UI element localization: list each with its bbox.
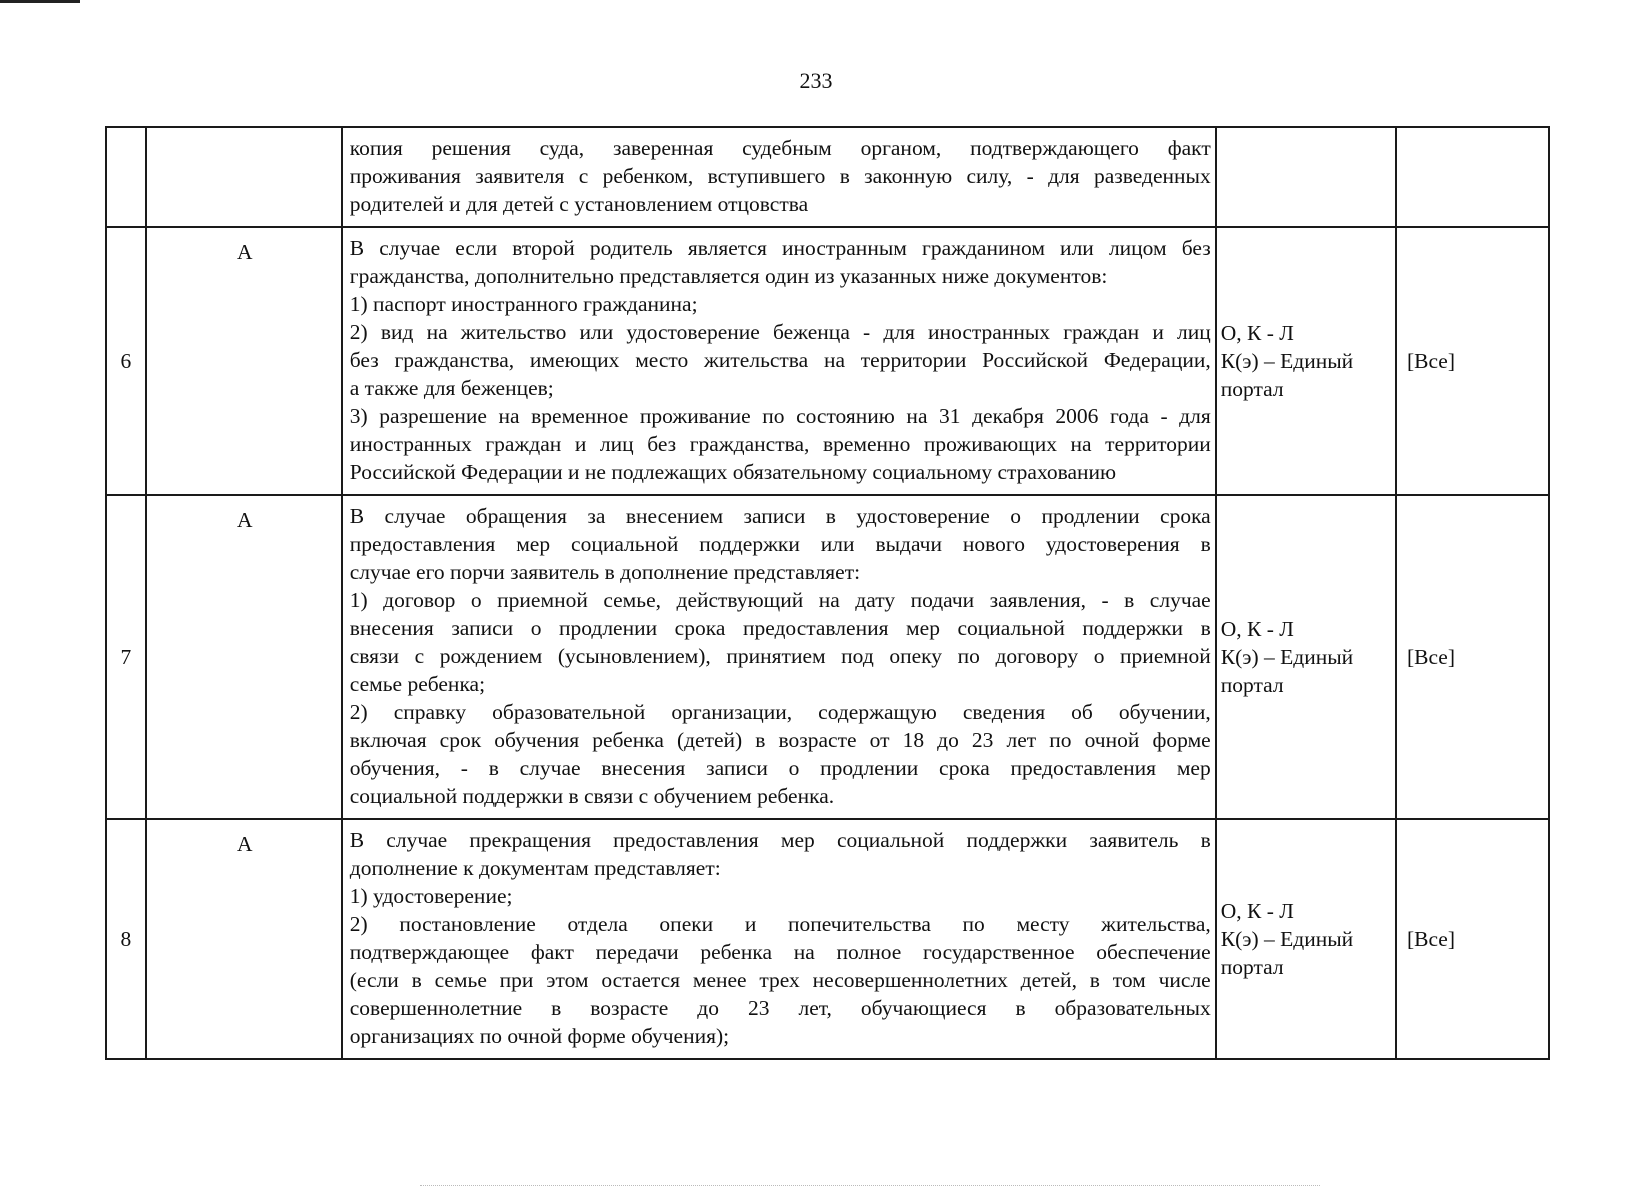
row-submission-form	[1216, 227, 1396, 495]
description-line: В случае если второй родитель является иностранным гражданином или лицом без	[349, 236, 1211, 260]
description-line: организациях по очной форме обучения);	[349, 1024, 730, 1048]
page-number: 233	[799, 68, 833, 93]
row-number: 8	[106, 819, 146, 1059]
form-line: К(э) – Единый	[1220, 645, 1354, 669]
description-line: связи с рождением (усыновлением), принятием под опеку по договору о приемной	[349, 644, 1211, 668]
description-line: социальной поддержки в связи с обучением ребенка.	[349, 784, 835, 808]
description-line: обучения, - в случае внесения записи о продлении срока предоставления мер	[349, 756, 1211, 780]
row-number	[106, 127, 146, 227]
scan-edge-mark	[0, 0, 80, 3]
row-letter	[146, 127, 342, 227]
description-line: случае его порчи заявитель в дополнение представляет:	[349, 560, 861, 584]
row-description	[342, 127, 1216, 227]
scan-bottom-rule	[420, 1185, 1320, 1186]
description-line: без гражданства, имеющих место жительства на территории Российской Федерации,	[349, 348, 1211, 372]
row-scope: [Все]	[1396, 495, 1549, 819]
description-line: (если в семье при этом остается менее трех несовершеннолетних детей, в том числе	[349, 968, 1211, 992]
row-scope: [Все]	[1396, 227, 1549, 495]
row-description	[342, 227, 1216, 495]
table-row	[106, 495, 1549, 819]
description-line: 2) вид на жительство или удостоверение беженца - для иностранных граждан и лиц	[349, 320, 1211, 344]
description-line: 1) удостоверение;	[349, 884, 513, 908]
description-line: внесения записи о продлении срока предоставления мер социальной поддержки в	[349, 616, 1211, 640]
description-line: 1) паспорт иностранного гражданина;	[349, 292, 698, 316]
row-submission-form	[1216, 127, 1396, 227]
row-letter: А	[146, 819, 342, 1059]
row-description	[342, 495, 1216, 819]
form-line: К(э) – Единый	[1220, 927, 1354, 951]
form-line: портал	[1220, 377, 1284, 401]
description-line: дополнение к документам представляет:	[349, 856, 721, 880]
document-table	[105, 126, 1550, 1060]
row-scope	[1396, 127, 1549, 227]
description-line: семье ребенка;	[349, 672, 486, 696]
description-line: а также для беженцев;	[349, 376, 554, 400]
description-line: включая срок обучения ребенка (детей) в возрасте от 18 до 23 лет по очной форме	[349, 728, 1211, 752]
description-line: копия решения суда, заверенная судебным органом, подтверждающего факт	[349, 136, 1211, 160]
description-line: иностранных граждан и лиц без гражданства, временно проживающих на территории	[349, 432, 1211, 456]
row-submission-form	[1216, 819, 1396, 1059]
description-line: совершеннолетние в возрасте до 23 лет, обучающиеся в образовательных	[349, 996, 1211, 1020]
description-line: родителей и для детей с установлением отцовства	[349, 192, 809, 216]
table-row	[106, 227, 1549, 495]
description-line: В случае прекращения предоставления мер социальной поддержки заявитель в	[349, 828, 1211, 852]
form-line: О, К - Л	[1220, 899, 1294, 923]
row-letter: А	[146, 495, 342, 819]
form-line: портал	[1220, 673, 1284, 697]
description-line: 3) разрешение на временное проживание по состоянию на 31 декабря 2006 года - для	[349, 404, 1211, 428]
description-line: гражданства, дополнительно представляется один из указанных ниже документов:	[349, 264, 1108, 288]
description-line: В случае обращения за внесением записи в удостоверение о продлении срока	[349, 504, 1211, 528]
form-line: портал	[1220, 955, 1284, 979]
description-line: предоставления мер социальной поддержки или выдачи нового удостоверения в	[349, 532, 1211, 556]
row-scope: [Все]	[1396, 819, 1549, 1059]
description-line: 2) постановление отдела опеки и попечительства по месту жительства,	[349, 912, 1211, 936]
table-row	[106, 127, 1549, 227]
description-line: 2) справку образовательной организации, содержащую сведения об обучении,	[349, 700, 1211, 724]
description-line: Российской Федерации и не подлежащих обязательному социальному страхованию	[349, 460, 1117, 484]
row-submission-form	[1216, 495, 1396, 819]
form-line: К(э) – Единый	[1220, 349, 1354, 373]
row-number: 6	[106, 227, 146, 495]
row-letter: А	[146, 227, 342, 495]
table-row	[106, 819, 1549, 1059]
form-line: О, К - Л	[1220, 321, 1294, 345]
description-line: 1) договор о приемной семье, действующий на дату подачи заявления, - в случае	[349, 588, 1211, 612]
row-description	[342, 819, 1216, 1059]
form-line: О, К - Л	[1220, 617, 1294, 641]
row-number: 7	[106, 495, 146, 819]
description-line: подтверждающее факт передачи ребенка на полное государственное обеспечение	[349, 940, 1211, 964]
description-line: проживания заявителя с ребенком, вступившего в законную силу, - для разведенных	[349, 164, 1211, 188]
